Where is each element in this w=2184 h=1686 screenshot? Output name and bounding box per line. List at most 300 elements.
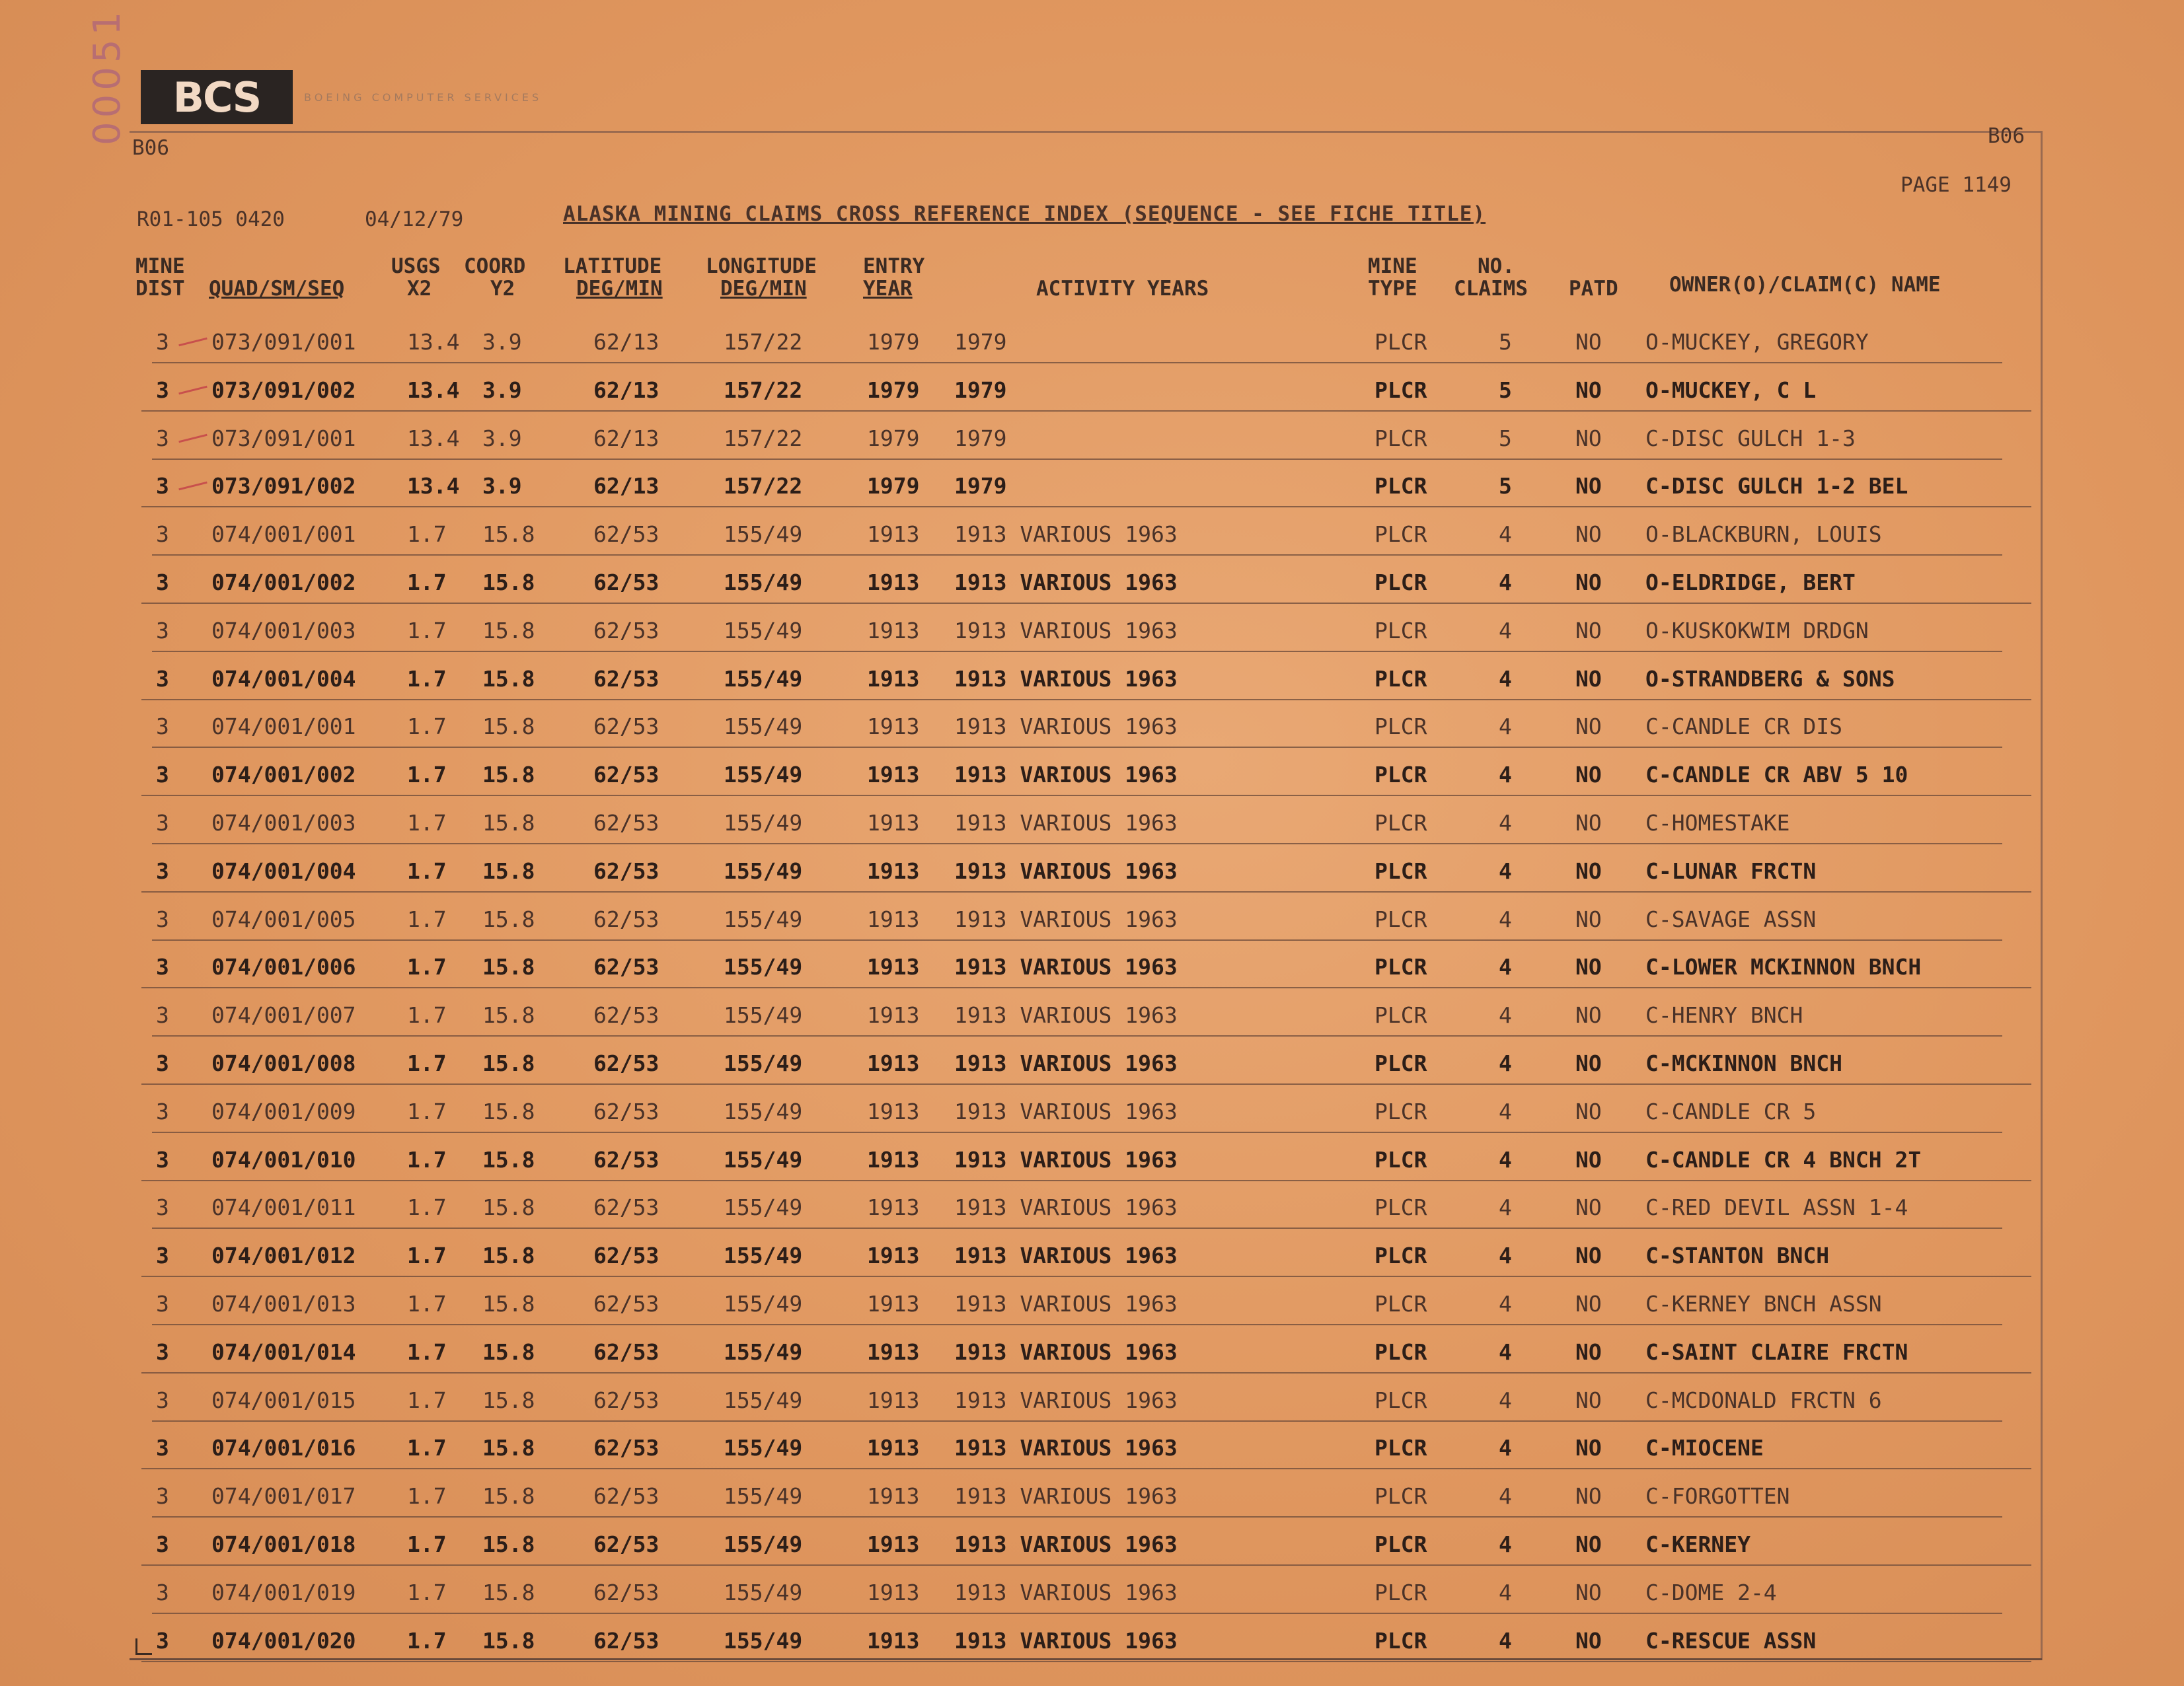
cell-coord-y2: 15.8 bbox=[482, 810, 535, 836]
cell-longitude: 155/49 bbox=[724, 1531, 803, 1557]
cell-usgs-x2: 1.7 bbox=[407, 665, 447, 692]
cell-entry-year: 1913 bbox=[867, 1050, 920, 1076]
cell-claims: 4 bbox=[1499, 1243, 1512, 1269]
cell-quad: 074/001/017 bbox=[211, 1483, 356, 1510]
cell-activity-years: 1913 VARIOUS 1963 bbox=[954, 569, 1178, 595]
cell-latitude: 62/13 bbox=[593, 377, 659, 403]
cell-entry-year: 1913 bbox=[867, 906, 920, 932]
cell-mine-dist: 3 bbox=[156, 425, 169, 451]
cell-latitude: 62/53 bbox=[593, 1098, 659, 1124]
cell-owner-claim: C-DOME 2-4 bbox=[1645, 1579, 1777, 1605]
cell-coord-y2: 15.8 bbox=[482, 1098, 535, 1124]
cell-entry-year: 1979 bbox=[867, 329, 920, 355]
cell-patd: NO bbox=[1575, 1146, 1602, 1173]
cell-quad: 074/001/005 bbox=[211, 906, 356, 932]
row-rule bbox=[152, 1228, 2002, 1229]
cell-owner-claim: O-MUCKEY, C L bbox=[1645, 377, 1817, 403]
report-id: R01-105 0420 bbox=[137, 207, 285, 231]
cell-patd: NO bbox=[1575, 329, 1602, 355]
cell-latitude: 62/53 bbox=[593, 1002, 659, 1029]
cell-mine-dist: 3 bbox=[156, 1098, 169, 1124]
row-rule bbox=[152, 747, 2002, 748]
cell-quad: 074/001/009 bbox=[211, 1098, 356, 1124]
cell-mine-type: PLCR bbox=[1374, 1098, 1427, 1124]
cell-owner-claim: C-SAVAGE ASSN bbox=[1645, 906, 1817, 932]
cell-patd: NO bbox=[1575, 569, 1602, 595]
cell-owner-claim: C-LUNAR FRCTN bbox=[1645, 858, 1817, 884]
cell-mine-type: PLCR bbox=[1374, 1050, 1427, 1076]
cell-mine-type: PLCR bbox=[1374, 1387, 1427, 1413]
cell-latitude: 62/53 bbox=[593, 521, 659, 548]
cell-claims: 4 bbox=[1499, 1098, 1512, 1124]
cell-latitude: 62/53 bbox=[593, 1531, 659, 1557]
cell-quad: 074/001/013 bbox=[211, 1291, 356, 1317]
cell-coord-y2: 3.9 bbox=[482, 473, 522, 499]
cell-owner-claim: O-MUCKEY, GREGORY bbox=[1645, 329, 1869, 355]
cell-coord-y2: 15.8 bbox=[482, 1146, 535, 1173]
cell-longitude: 155/49 bbox=[724, 1243, 803, 1269]
row-rule bbox=[141, 410, 2031, 412]
cell-longitude: 155/49 bbox=[724, 1387, 803, 1413]
cell-owner-claim: O-ELDRIDGE, BERT bbox=[1645, 569, 1856, 595]
col-header-mine-type: MINE TYPE bbox=[1368, 254, 1417, 301]
cell-mine-dist: 3 bbox=[156, 1243, 169, 1269]
cell-usgs-x2: 1.7 bbox=[407, 569, 447, 595]
cell-entry-year: 1913 bbox=[867, 858, 920, 884]
cell-owner-claim: C-CANDLE CR 5 bbox=[1645, 1098, 1817, 1124]
cell-mine-type: PLCR bbox=[1374, 329, 1427, 355]
cell-mine-type: PLCR bbox=[1374, 762, 1427, 788]
cell-mine-type: PLCR bbox=[1374, 1435, 1427, 1461]
cell-latitude: 62/13 bbox=[593, 425, 659, 451]
cell-mine-dist: 3 bbox=[156, 954, 169, 980]
cell-mine-type: PLCR bbox=[1374, 1531, 1427, 1557]
cell-mine-type: PLCR bbox=[1374, 425, 1427, 451]
cell-patd: NO bbox=[1575, 954, 1602, 980]
col-header-usgs: USGS X2 bbox=[391, 254, 441, 301]
cell-usgs-x2: 1.7 bbox=[407, 1146, 447, 1173]
cell-patd: NO bbox=[1575, 1291, 1602, 1317]
cell-owner-claim: C-RESCUE ASSN bbox=[1645, 1627, 1817, 1654]
cell-mine-dist: 3 bbox=[156, 1387, 169, 1413]
cell-mine-type: PLCR bbox=[1374, 714, 1427, 740]
cell-claims: 5 bbox=[1499, 473, 1512, 499]
row-rule bbox=[141, 1372, 2031, 1374]
cell-owner-claim: C-KERNEY bbox=[1645, 1531, 1751, 1557]
row-rule bbox=[141, 987, 2031, 988]
cell-activity-years: 1913 VARIOUS 1963 bbox=[954, 1435, 1178, 1461]
cell-claims: 4 bbox=[1499, 954, 1512, 980]
cell-activity-years: 1913 VARIOUS 1963 bbox=[954, 1531, 1178, 1557]
cell-usgs-x2: 1.7 bbox=[407, 810, 447, 836]
cell-latitude: 62/53 bbox=[593, 1146, 659, 1173]
cell-mine-dist: 3 bbox=[156, 569, 169, 595]
cell-longitude: 157/22 bbox=[724, 425, 803, 451]
left-code: B06 bbox=[132, 136, 169, 160]
cell-entry-year: 1913 bbox=[867, 1194, 920, 1221]
cell-usgs-x2: 1.7 bbox=[407, 858, 447, 884]
cell-entry-year: 1979 bbox=[867, 425, 920, 451]
row-rule bbox=[152, 1324, 2002, 1325]
row-rule bbox=[152, 1132, 2002, 1133]
row-rule bbox=[141, 1180, 2031, 1181]
cell-entry-year: 1913 bbox=[867, 1627, 920, 1654]
cell-mine-dist: 3 bbox=[156, 1146, 169, 1173]
row-rule bbox=[152, 1035, 2002, 1037]
cell-usgs-x2: 1.7 bbox=[407, 1387, 447, 1413]
cell-quad: 074/001/019 bbox=[211, 1579, 356, 1605]
cell-quad: 074/001/007 bbox=[211, 1002, 356, 1029]
cell-mine-type: PLCR bbox=[1374, 906, 1427, 932]
cell-latitude: 62/53 bbox=[593, 1483, 659, 1510]
cell-patd: NO bbox=[1575, 1627, 1602, 1654]
cell-entry-year: 1913 bbox=[867, 1435, 920, 1461]
cell-usgs-x2: 1.7 bbox=[407, 1098, 447, 1124]
cell-usgs-x2: 1.7 bbox=[407, 1483, 447, 1510]
cell-owner-claim: C-CANDLE CR 4 BNCH 2T bbox=[1645, 1146, 1922, 1173]
cell-longitude: 155/49 bbox=[724, 1435, 803, 1461]
cell-coord-y2: 3.9 bbox=[482, 425, 522, 451]
cell-mine-type: PLCR bbox=[1374, 377, 1427, 403]
cell-usgs-x2: 1.7 bbox=[407, 1002, 447, 1029]
cell-quad: 074/001/014 bbox=[211, 1338, 356, 1365]
cell-activity-years: 1913 VARIOUS 1963 bbox=[954, 906, 1178, 932]
cell-quad: 073/091/001 bbox=[211, 329, 356, 355]
col-header-owner: OWNER(O)/CLAIM(C) NAME bbox=[1669, 273, 1941, 297]
row-rule bbox=[152, 554, 2002, 556]
company-name: BOEING COMPUTER SERVICES bbox=[304, 91, 543, 104]
cell-longitude: 155/49 bbox=[724, 906, 803, 932]
cell-longitude: 155/49 bbox=[724, 1002, 803, 1029]
cell-activity-years: 1913 VARIOUS 1963 bbox=[954, 1579, 1178, 1605]
row-rule bbox=[152, 651, 2002, 652]
cell-latitude: 62/53 bbox=[593, 1627, 659, 1654]
cell-latitude: 62/53 bbox=[593, 906, 659, 932]
cell-coord-y2: 15.8 bbox=[482, 617, 535, 643]
cell-patd: NO bbox=[1575, 1579, 1602, 1605]
cell-claims: 4 bbox=[1499, 1627, 1512, 1654]
cell-owner-claim: C-RED DEVIL ASSN 1-4 bbox=[1645, 1194, 1908, 1221]
cell-entry-year: 1913 bbox=[867, 665, 920, 692]
cell-longitude: 155/49 bbox=[724, 858, 803, 884]
cell-patd: NO bbox=[1575, 1243, 1602, 1269]
cell-longitude: 155/49 bbox=[724, 714, 803, 740]
cell-owner-claim: O-KUSKOKWIM DRDGN bbox=[1645, 617, 1869, 643]
row-rule bbox=[141, 795, 2031, 796]
cell-mine-dist: 3 bbox=[156, 1627, 169, 1654]
cell-longitude: 157/22 bbox=[724, 377, 803, 403]
cell-activity-years: 1913 VARIOUS 1963 bbox=[954, 1194, 1178, 1221]
cell-usgs-x2: 1.7 bbox=[407, 1194, 447, 1221]
cell-mine-dist: 3 bbox=[156, 1194, 169, 1221]
cell-claims: 4 bbox=[1499, 665, 1512, 692]
cell-coord-y2: 15.8 bbox=[482, 1243, 535, 1269]
row-rule bbox=[152, 843, 2002, 844]
cell-patd: NO bbox=[1575, 521, 1602, 548]
cell-activity-years: 1913 VARIOUS 1963 bbox=[954, 1338, 1178, 1365]
cell-patd: NO bbox=[1575, 473, 1602, 499]
cell-coord-y2: 15.8 bbox=[482, 762, 535, 788]
cell-longitude: 155/49 bbox=[724, 1194, 803, 1221]
cell-claims: 4 bbox=[1499, 1291, 1512, 1317]
cell-patd: NO bbox=[1575, 665, 1602, 692]
cell-usgs-x2: 1.7 bbox=[407, 521, 447, 548]
cell-patd: NO bbox=[1575, 1483, 1602, 1510]
cell-mine-dist: 3 bbox=[156, 521, 169, 548]
cell-claims: 4 bbox=[1499, 1531, 1512, 1557]
cell-usgs-x2: 1.7 bbox=[407, 617, 447, 643]
cell-claims: 4 bbox=[1499, 1435, 1512, 1461]
col-header-latitude: LATITUDE DEG/MIN bbox=[563, 254, 663, 301]
cell-usgs-x2: 1.7 bbox=[407, 1531, 447, 1557]
cell-claims: 4 bbox=[1499, 1002, 1512, 1029]
cell-entry-year: 1979 bbox=[867, 473, 920, 499]
cell-owner-claim: C-DISC GULCH 1-3 bbox=[1645, 425, 1856, 451]
col-header-mine-dist: MINE DIST bbox=[135, 254, 185, 301]
cell-claims: 5 bbox=[1499, 329, 1512, 355]
cell-coord-y2: 15.8 bbox=[482, 1050, 535, 1076]
cell-owner-claim: C-HOMESTAKE bbox=[1645, 810, 1790, 836]
row-rule bbox=[141, 506, 2031, 507]
row-rule bbox=[141, 891, 2031, 893]
cell-claims: 4 bbox=[1499, 1483, 1512, 1510]
report-date: 04/12/79 bbox=[365, 207, 464, 231]
cell-mine-dist: 3 bbox=[156, 665, 169, 692]
cell-usgs-x2: 1.7 bbox=[407, 1435, 447, 1461]
cell-activity-years: 1913 VARIOUS 1963 bbox=[954, 1050, 1178, 1076]
cell-usgs-x2: 1.7 bbox=[407, 1243, 447, 1269]
cell-owner-claim: O-BLACKBURN, LOUIS bbox=[1645, 521, 1882, 548]
cell-usgs-x2: 1.7 bbox=[407, 714, 447, 740]
col-header-claims: NO. CLAIMS bbox=[1454, 254, 1528, 301]
row-rule bbox=[141, 1661, 2031, 1662]
cell-claims: 4 bbox=[1499, 762, 1512, 788]
cell-claims: 4 bbox=[1499, 1387, 1512, 1413]
row-rule bbox=[152, 1516, 2002, 1518]
cell-owner-claim: C-FORGOTTEN bbox=[1645, 1483, 1790, 1510]
cell-mine-type: PLCR bbox=[1374, 1627, 1427, 1654]
frame-top-rule bbox=[130, 131, 2042, 133]
cell-coord-y2: 15.8 bbox=[482, 1387, 535, 1413]
cell-claims: 4 bbox=[1499, 906, 1512, 932]
cell-usgs-x2: 13.4 bbox=[407, 473, 460, 499]
cell-patd: NO bbox=[1575, 617, 1602, 643]
cell-coord-y2: 15.8 bbox=[482, 569, 535, 595]
cell-latitude: 62/53 bbox=[593, 954, 659, 980]
cell-mine-dist: 3 bbox=[156, 858, 169, 884]
cell-mine-dist: 3 bbox=[156, 1483, 169, 1510]
cell-coord-y2: 15.8 bbox=[482, 1291, 535, 1317]
cell-longitude: 155/49 bbox=[724, 1098, 803, 1124]
cell-entry-year: 1913 bbox=[867, 1291, 920, 1317]
cell-longitude: 157/22 bbox=[724, 329, 803, 355]
cell-mine-type: PLCR bbox=[1374, 521, 1427, 548]
cell-usgs-x2: 1.7 bbox=[407, 906, 447, 932]
cell-latitude: 62/53 bbox=[593, 714, 659, 740]
cell-activity-years: 1913 VARIOUS 1963 bbox=[954, 810, 1178, 836]
cell-longitude: 155/49 bbox=[724, 1338, 803, 1365]
cell-quad: 074/001/018 bbox=[211, 1531, 356, 1557]
col-header-coord: COORD Y2 bbox=[464, 254, 526, 301]
cell-latitude: 62/53 bbox=[593, 762, 659, 788]
row-rule bbox=[152, 362, 2002, 363]
cell-owner-claim: C-SAINT CLAIRE FRCTN bbox=[1645, 1338, 1908, 1365]
cell-patd: NO bbox=[1575, 1050, 1602, 1076]
cell-usgs-x2: 1.7 bbox=[407, 1338, 447, 1365]
cell-longitude: 155/49 bbox=[724, 1483, 803, 1510]
cell-entry-year: 1913 bbox=[867, 521, 920, 548]
cell-mine-dist: 3 bbox=[156, 810, 169, 836]
cell-patd: NO bbox=[1575, 762, 1602, 788]
cell-quad: 074/001/020 bbox=[211, 1627, 356, 1654]
cell-claims: 4 bbox=[1499, 617, 1512, 643]
cell-coord-y2: 15.8 bbox=[482, 1194, 535, 1221]
cell-activity-years: 1979 bbox=[954, 377, 1007, 403]
cell-coord-y2: 15.8 bbox=[482, 906, 535, 932]
cell-activity-years: 1913 VARIOUS 1963 bbox=[954, 521, 1178, 548]
cell-coord-y2: 15.8 bbox=[482, 1002, 535, 1029]
cell-longitude: 155/49 bbox=[724, 521, 803, 548]
cell-quad: 074/001/006 bbox=[211, 954, 356, 980]
cell-patd: NO bbox=[1575, 858, 1602, 884]
col-header-quad: QUAD/SM/SEQ bbox=[209, 277, 345, 301]
row-rule bbox=[141, 1276, 2031, 1277]
cell-mine-type: PLCR bbox=[1374, 810, 1427, 836]
cell-coord-y2: 3.9 bbox=[482, 377, 522, 403]
cell-quad: 074/001/010 bbox=[211, 1146, 356, 1173]
cell-mine-type: PLCR bbox=[1374, 473, 1427, 499]
cell-mine-dist: 3 bbox=[156, 1002, 169, 1029]
cell-activity-years: 1913 VARIOUS 1963 bbox=[954, 1387, 1178, 1413]
row-rule bbox=[141, 1083, 2031, 1085]
cell-mine-type: PLCR bbox=[1374, 617, 1427, 643]
cell-quad: 074/001/003 bbox=[211, 810, 356, 836]
right-code: B06 bbox=[1988, 124, 2025, 148]
cell-claims: 5 bbox=[1499, 425, 1512, 451]
page-number: PAGE 1149 bbox=[1901, 173, 2012, 197]
cell-mine-type: PLCR bbox=[1374, 1002, 1427, 1029]
cell-patd: NO bbox=[1575, 425, 1602, 451]
cell-activity-years: 1979 bbox=[954, 329, 1007, 355]
cell-owner-claim: C-LOWER MCKINNON BNCH bbox=[1645, 954, 1922, 980]
cell-longitude: 155/49 bbox=[724, 1579, 803, 1605]
cell-activity-years: 1913 VARIOUS 1963 bbox=[954, 1483, 1178, 1510]
cell-entry-year: 1913 bbox=[867, 954, 920, 980]
row-rule bbox=[152, 1420, 2002, 1422]
cell-mine-dist: 3 bbox=[156, 1338, 169, 1365]
cell-claims: 4 bbox=[1499, 1146, 1512, 1173]
cell-claims: 4 bbox=[1499, 569, 1512, 595]
cell-mine-type: PLCR bbox=[1374, 954, 1427, 980]
cell-quad: 074/001/003 bbox=[211, 617, 356, 643]
cell-activity-years: 1913 VARIOUS 1963 bbox=[954, 1627, 1178, 1654]
cell-owner-claim: C-MCKINNON BNCH bbox=[1645, 1050, 1843, 1076]
cell-coord-y2: 15.8 bbox=[482, 858, 535, 884]
cell-quad: 074/001/004 bbox=[211, 665, 356, 692]
row-rule bbox=[152, 458, 2002, 460]
cell-mine-dist: 3 bbox=[156, 473, 169, 499]
cell-latitude: 62/53 bbox=[593, 1338, 659, 1365]
cell-coord-y2: 3.9 bbox=[482, 329, 522, 355]
cell-usgs-x2: 1.7 bbox=[407, 954, 447, 980]
cell-latitude: 62/13 bbox=[593, 329, 659, 355]
cell-entry-year: 1913 bbox=[867, 1579, 920, 1605]
row-rule bbox=[141, 699, 2031, 700]
cell-longitude: 155/49 bbox=[724, 1050, 803, 1076]
cell-longitude: 155/49 bbox=[724, 569, 803, 595]
cell-coord-y2: 15.8 bbox=[482, 521, 535, 548]
cell-entry-year: 1913 bbox=[867, 1387, 920, 1413]
cell-owner-claim: C-DISC GULCH 1-2 BEL bbox=[1645, 473, 1908, 499]
cell-longitude: 155/49 bbox=[724, 1627, 803, 1654]
cell-claims: 4 bbox=[1499, 810, 1512, 836]
cell-quad: 073/091/002 bbox=[211, 473, 356, 499]
report-title: ALASKA MINING CLAIMS CROSS REFERENCE INDEX (SEQUENCE - SEE FICHE TITLE) bbox=[563, 202, 1486, 226]
cell-patd: NO bbox=[1575, 1194, 1602, 1221]
cell-patd: NO bbox=[1575, 1098, 1602, 1124]
cell-mine-type: PLCR bbox=[1374, 1194, 1427, 1221]
cell-longitude: 155/49 bbox=[724, 1291, 803, 1317]
cell-claims: 4 bbox=[1499, 858, 1512, 884]
cell-mine-dist: 3 bbox=[156, 1435, 169, 1461]
cell-mine-dist: 3 bbox=[156, 1531, 169, 1557]
row-rule bbox=[141, 603, 2031, 604]
cell-activity-years: 1979 bbox=[954, 473, 1007, 499]
cell-entry-year: 1913 bbox=[867, 1483, 920, 1510]
cell-patd: NO bbox=[1575, 810, 1602, 836]
cell-usgs-x2: 13.4 bbox=[407, 377, 460, 403]
cell-usgs-x2: 1.7 bbox=[407, 762, 447, 788]
cell-latitude: 62/53 bbox=[593, 1579, 659, 1605]
cell-owner-claim: C-KERNEY BNCH ASSN bbox=[1645, 1291, 1882, 1317]
cell-mine-dist: 3 bbox=[156, 329, 169, 355]
cell-coord-y2: 15.8 bbox=[482, 1483, 535, 1510]
cell-mine-type: PLCR bbox=[1374, 1483, 1427, 1510]
cell-usgs-x2: 1.7 bbox=[407, 1627, 447, 1654]
cell-claims: 4 bbox=[1499, 1579, 1512, 1605]
cell-mine-dist: 3 bbox=[156, 762, 169, 788]
cell-latitude: 62/53 bbox=[593, 569, 659, 595]
cell-latitude: 62/13 bbox=[593, 473, 659, 499]
cell-mine-type: PLCR bbox=[1374, 665, 1427, 692]
cell-mine-dist: 3 bbox=[156, 1579, 169, 1605]
cell-patd: NO bbox=[1575, 714, 1602, 740]
cell-entry-year: 1913 bbox=[867, 810, 920, 836]
col-header-entry-year: ENTRY YEAR bbox=[863, 254, 925, 301]
cell-activity-years: 1913 VARIOUS 1963 bbox=[954, 1291, 1178, 1317]
cell-activity-years: 1913 VARIOUS 1963 bbox=[954, 714, 1178, 740]
cell-longitude: 155/49 bbox=[724, 762, 803, 788]
cell-usgs-x2: 1.7 bbox=[407, 1050, 447, 1076]
cell-coord-y2: 15.8 bbox=[482, 1435, 535, 1461]
cell-activity-years: 1913 VARIOUS 1963 bbox=[954, 762, 1178, 788]
cell-latitude: 62/53 bbox=[593, 1291, 659, 1317]
cell-mine-type: PLCR bbox=[1374, 1243, 1427, 1269]
cell-patd: NO bbox=[1575, 1387, 1602, 1413]
cell-mine-dist: 3 bbox=[156, 906, 169, 932]
cell-mine-dist: 3 bbox=[156, 1291, 169, 1317]
cell-activity-years: 1913 VARIOUS 1963 bbox=[954, 1098, 1178, 1124]
cell-longitude: 155/49 bbox=[724, 1146, 803, 1173]
cell-patd: NO bbox=[1575, 377, 1602, 403]
cell-activity-years: 1913 VARIOUS 1963 bbox=[954, 1146, 1178, 1173]
cell-mine-type: PLCR bbox=[1374, 858, 1427, 884]
cell-patd: NO bbox=[1575, 906, 1602, 932]
cell-quad: 074/001/002 bbox=[211, 762, 356, 788]
cell-entry-year: 1913 bbox=[867, 1243, 920, 1269]
cell-latitude: 62/53 bbox=[593, 810, 659, 836]
cell-longitude: 155/49 bbox=[724, 954, 803, 980]
